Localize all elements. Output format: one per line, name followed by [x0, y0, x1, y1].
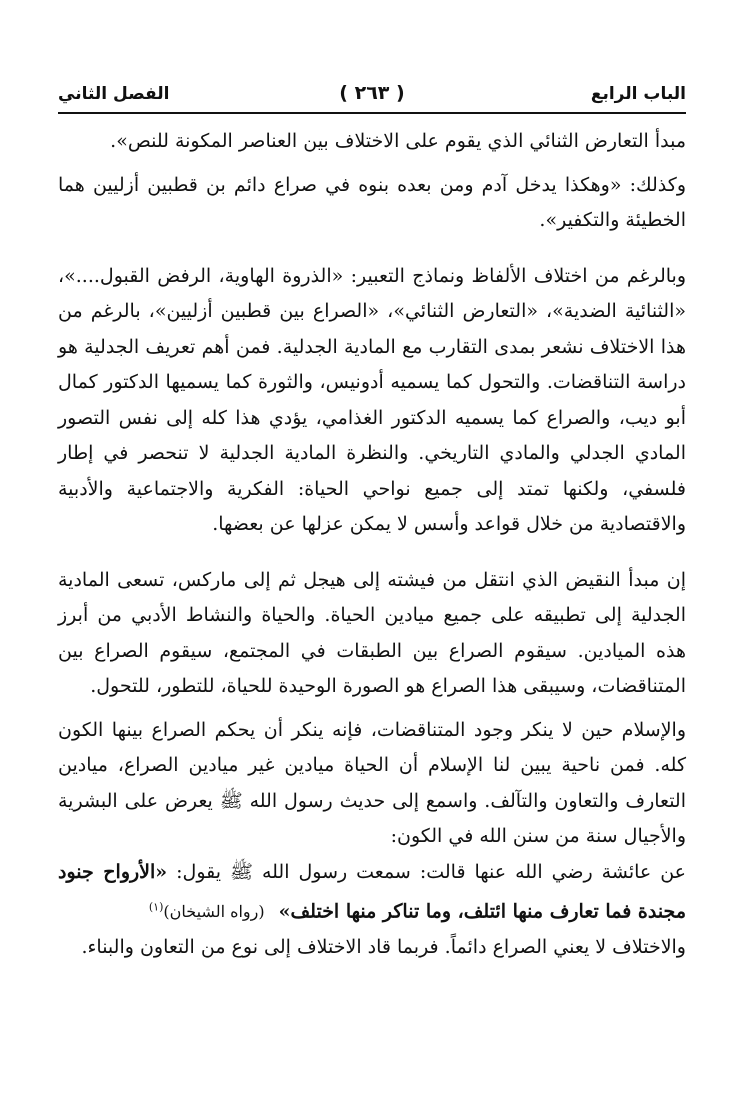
hadith-intro: عن عائشة رضي الله عنها قالت: سمعت رسول الله ﷺ يقول: [167, 860, 686, 883]
paragraph-2: وكذلك: «وهكذا يدخل آدم ومن بعده بنوه في صراع دائم بن قطبين أزليين هما الخطيئة والتكفير». [58, 173, 686, 231]
book-page [58, 78, 686, 965]
chapter-title: الباب الرابع [590, 84, 686, 104]
paragraph-4: إن مبدأ النقيض الذي انتقل من فيشته إلى هيجل ثم إلى ماركس، تسعى المادية الجدلية إلى تطبيقه على جميع ميادين الحياة. والحياة والنشاط الأدبي من أبرز هذه الميادين. سيقوم الصراع بين الطبقات في المجتمع، سيقوم الصراع بين المتناقضات، وسيبقى هذا الصراع هو الصورة الوحيدة للحياة، للتطور، للتحول. [58, 568, 686, 697]
hadith-text: «الأرواح جنود مجندة فما تعارف منها ائتلف، وما تناكر منها اختلف» [58, 860, 686, 923]
footnote-marker: (١) [148, 901, 164, 914]
page-number: ( ٢٦٣ ) [339, 82, 405, 104]
paragraph-3: وبالرغم من اختلاف الألفاظ ونماذج التعبير: «الذروة الهاوية، الرفض القبول....»، «الثنائية الضدية»، «التعارض الثنائي»، «الصراع بين قطبين أزليين»، بالرغم من هذا الاختلاف نشعر بمدى التقارب مع المادية الجدلية. فمن أهم تعريف الجدلية هو دراسة التناقضات. والتحول كما يسميه أدونيس، والثورة كما يسميها الدكتور كمال أبو ديب، والصراع كما يسميه الدكتور الغذامي، يؤدي هذا كله إلى نفس التصور المادي الجدلي والمادي التاريخي. والنظرة المادية الجدلية لا تنحصر في إطار فلسفي، ولكنها تمتد إلى جميع نواحي الحياة: الفكرية والاجتماعية والأدبية والاقتصادية من خلال قواعد وأسس لا يمكن عزلها عن بعضها. [58, 264, 686, 535]
paragraph-7: والاختلاف لا يعني الصراع دائماً. فربما قاد الاختلاف إلى نوع من التعاون والبناء. [81, 935, 686, 958]
paragraph-6 [58, 855, 686, 930]
section-title: الفصل الثاني [58, 84, 170, 104]
paragraph-5: والإسلام حين لا ينكر وجود المتناقضات، فإنه ينكر أن يحكم الصراع بينها الكون كله. فمن ناحية يبين لنا الإسلام أن الحياة ميادين غير ميادين الصراع، ميادين التعارف والتعاون والتآلف. واسمع إلى حديث رسول الله ﷺ يعرض على البشرية والأجيال سنة من سنن الله في الكون: [58, 718, 686, 847]
paragraph-1: مبدأ التعارض الثنائي الذي يقوم على الاختلاف بين العناصر المكونة للنص». [110, 130, 686, 152]
hadith-source: (رواه الشيخان)$^{(١)}$ [148, 901, 265, 922]
page-header [58, 78, 686, 112]
header-rule [58, 112, 686, 114]
